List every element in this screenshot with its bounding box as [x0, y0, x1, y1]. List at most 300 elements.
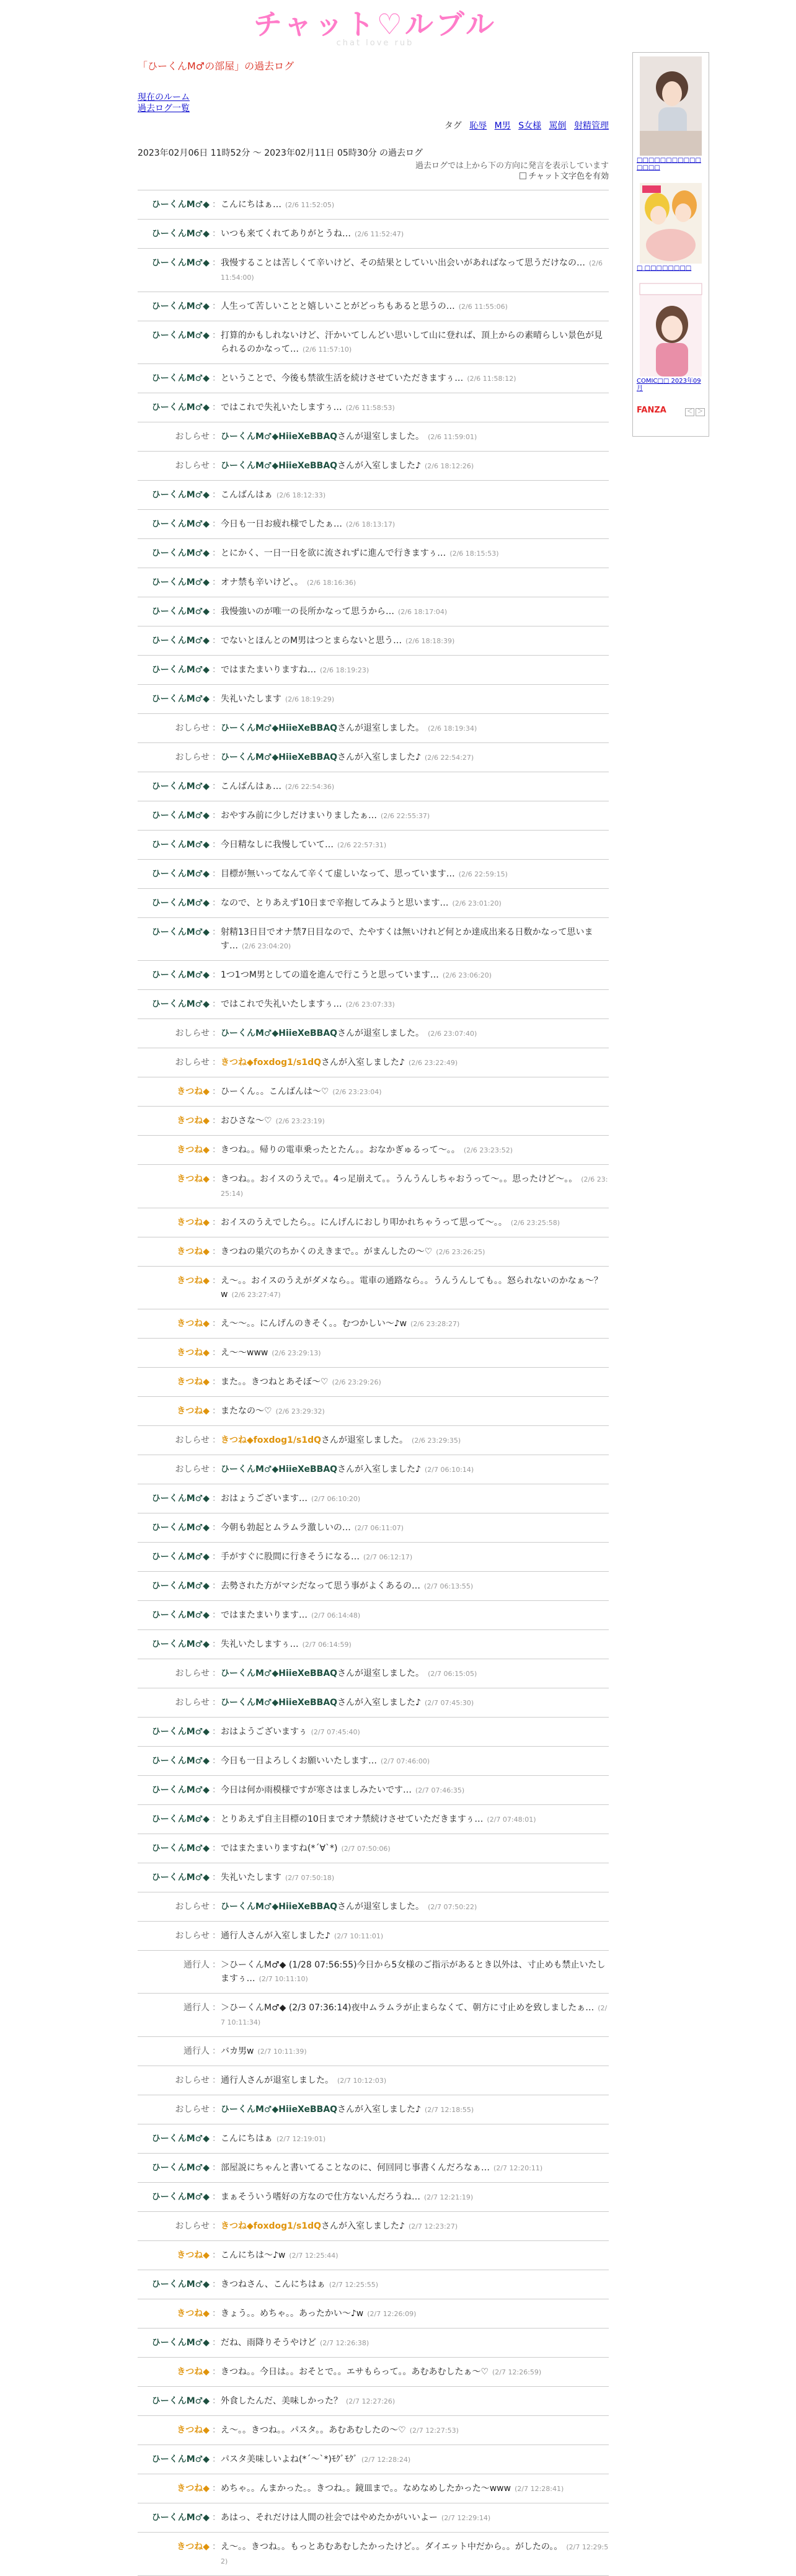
message-timestamp: (2/6 23:22:49) — [408, 1059, 458, 1067]
message-timestamp: (2/6 11:54:00) — [221, 259, 603, 282]
chat-message-row — [138, 831, 609, 860]
message-body: さんが入室しました♪ — [321, 2221, 405, 2231]
message-text — [221, 997, 609, 1012]
notice-user-name: ひーくんM♂◆HiieXeBBAQ — [221, 1698, 338, 1708]
chat-log — [138, 190, 609, 2576]
separator: ： — [212, 1960, 221, 1970]
notice-user-name: きつね◆foxdog1/s1dQ — [221, 1435, 322, 1445]
message-timestamp: (2/7 07:45:30) — [425, 1699, 474, 1707]
log-direction-note: 過去ログでは上から下の方向に発言を表示しています — [415, 161, 609, 171]
speaker-name: ひーくんM♂◆ — [151, 301, 210, 311]
chat-message-row — [138, 2387, 609, 2416]
separator: ： — [212, 1087, 221, 1097]
message-body: え〜。。おイスのうえがダメなら。。電車の通路なら。。うんうんしても。。怒られないのかなぁ〜？w — [221, 1276, 603, 1299]
notice-user-name: ひーくんM♂◆HiieXeBBAQ — [221, 723, 338, 733]
message-body: おイスのうえでしたら。。にんげんにおしり叩かれちゃうって思って〜。。 — [221, 1218, 507, 1228]
speaker-name: ひーくんM♂◆ — [151, 2280, 210, 2289]
message-timestamp: (2/7 10:11:10) — [259, 1975, 308, 1983]
message-timestamp: (2/7 12:29:52) — [221, 2543, 609, 2565]
message-text — [221, 968, 609, 983]
separator: ： — [212, 1028, 221, 1038]
message-text — [221, 867, 609, 881]
message-timestamp: (2/7 12:26:09) — [367, 2310, 417, 2318]
message-text — [221, 1463, 609, 1477]
separator: ： — [212, 840, 221, 850]
chat-message-row — [138, 1426, 609, 1455]
message-text — [221, 1433, 609, 1448]
message-body: え〜〜www — [221, 1348, 268, 1358]
message-timestamp: (2/6 23:04:20) — [242, 942, 291, 950]
message-text — [221, 2103, 609, 2117]
message-body: 今日も一日よろしくお願いいたします… — [221, 1756, 377, 1766]
message-text — [221, 2044, 609, 2059]
separator: ： — [212, 519, 221, 529]
speaker-name: ひーくんM♂◆ — [151, 331, 210, 341]
message-body: とりあえず自主目標の10日までオナ禁続けさせていただきますぅ… — [221, 1814, 484, 1824]
message-text — [221, 751, 609, 765]
message-text — [221, 1812, 609, 1827]
separator: ： — [212, 432, 221, 442]
chat-message-row — [138, 1718, 609, 1747]
message-timestamp: (2/7 07:50:06) — [341, 1845, 391, 1853]
message-body: おはょうございます… — [221, 1494, 307, 1504]
separator: ： — [212, 2484, 221, 2494]
separator: ： — [212, 1931, 221, 1941]
message-body: 今朝も勃起とムラムラ激しいの… — [221, 1523, 351, 1533]
separator: ： — [212, 1116, 221, 1126]
message-timestamp: (2/7 07:50:18) — [285, 1874, 335, 1882]
ad-title-2[interactable]: □ □□□□□□□□ — [637, 265, 692, 272]
message-body: さんが退室しました。 — [337, 1669, 425, 1678]
speaker-name: ひーくんM♂◆ — [151, 577, 210, 587]
message-timestamp: (2/7 12:21:19) — [424, 2193, 474, 2201]
separator: ： — [212, 1727, 221, 1737]
chat-message-row — [138, 2358, 609, 2387]
separator: ： — [212, 1494, 221, 1504]
speaker-name: ひーくんM♂◆ — [151, 373, 210, 383]
separator: ： — [212, 1464, 221, 1474]
message-text — [221, 1143, 609, 1157]
message-timestamp: (2/7 12:20:11) — [493, 2164, 543, 2172]
speaker-name: きつね◆ — [177, 1087, 210, 1097]
message-body: おやすみ前に少しだけまいりましたぁ… — [221, 811, 377, 821]
message-text — [221, 256, 609, 285]
message-body: 今日精なしに我慢していて… — [221, 840, 334, 850]
tag-link[interactable]: 恥辱 — [469, 121, 487, 131]
message-timestamp: (2/6 22:54:36) — [285, 783, 335, 791]
speaker-name: きつね◆ — [177, 2425, 210, 2435]
message-timestamp: (2/6 23:27:47) — [231, 1291, 281, 1299]
separator: ： — [212, 548, 221, 558]
chat-message-row — [138, 1951, 609, 1994]
speaker-name: きつね◆ — [177, 2367, 210, 2377]
chat-message-row — [138, 597, 609, 626]
chat-message-row — [138, 656, 609, 685]
message-text — [221, 1900, 609, 1914]
speaker-name: ひーくんM♂◆ — [151, 229, 210, 239]
chat-message-row — [138, 918, 609, 961]
separator: ： — [212, 811, 221, 821]
message-body: 去勢された方がマシだなって思う事がよくあるの… — [221, 1581, 420, 1591]
message-body: さんが入室しました♪ — [337, 1464, 421, 1474]
separator: ： — [212, 1756, 221, 1766]
message-body: こんばんはぁ… — [221, 782, 281, 791]
message-text — [221, 459, 609, 473]
notice-user-name: きつね◆foxdog1/s1dQ — [221, 1058, 322, 1067]
message-text — [221, 1696, 609, 1710]
message-body: きつね。。おイスのうえで。。4っ足崩えて。。うんうんしちゃおうって〜。。思ったけど〜。。 — [221, 1174, 578, 1184]
fanza-logo[interactable]: FANZA — [637, 405, 666, 415]
message-body: バカ男w — [221, 2046, 254, 2056]
message-body: ではまたまいりますね… — [221, 665, 316, 675]
message-body: さんが入室しました♪ — [337, 2105, 421, 2115]
message-timestamp: (2/6 11:58:53) — [345, 404, 395, 412]
message-body: ということで、今後も禁欲生活を続けさせていただきますぅ… — [221, 373, 464, 383]
chat-message-row — [138, 1077, 609, 1107]
notice-user-name: ひーくんM♂◆HiieXeBBAQ — [221, 1902, 338, 1912]
separator: ： — [212, 1639, 221, 1649]
message-body: さんが退室しました。 — [321, 1435, 409, 1445]
notice-user-name: ひーくんM♂◆HiieXeBBAQ — [221, 432, 338, 442]
message-body: だね、雨降りそうやけど — [221, 2338, 316, 2348]
ad-image-1[interactable] — [640, 56, 702, 156]
message-text — [221, 1754, 609, 1768]
chat-message-row — [138, 2154, 609, 2183]
separator: ： — [212, 1814, 221, 1824]
color-checkbox[interactable] — [520, 172, 526, 179]
chat-message-row — [138, 2474, 609, 2503]
ad-pager — [684, 404, 705, 416]
main-content — [138, 60, 609, 2576]
message-text — [221, 1172, 609, 1201]
message-body: いつも来てくれてありがとうね… — [221, 229, 351, 239]
logo-subtitle: chat love rub — [336, 38, 414, 48]
chat-message-row — [138, 2037, 609, 2066]
chat-message-row — [138, 1994, 609, 2037]
message-timestamp: (2/7 06:14:48) — [311, 1611, 361, 1620]
message-timestamp: (2/6 23:29:26) — [332, 1378, 381, 1386]
chat-message-row — [138, 1892, 609, 1922]
message-timestamp: (2/6 11:52:05) — [285, 201, 335, 209]
speaker-name: 通行人 — [184, 1960, 210, 1970]
ad-image-3[interactable] — [640, 283, 702, 377]
message-timestamp: (2/7 07:46:35) — [415, 1786, 465, 1794]
speaker-name: ひーくんM♂◆ — [151, 1494, 210, 1504]
message-timestamp: (2/6 23:23:19) — [275, 1117, 325, 1125]
message-text — [221, 780, 609, 794]
speaker-name: おしらせ — [175, 432, 210, 442]
ad-title-1[interactable]: □□□□□□□□□□□□□□□ — [637, 157, 701, 171]
separator: ： — [212, 1610, 221, 1620]
message-body: え〜。。きつね。。パスタ。。あむあむしたの〜♡ — [221, 2425, 406, 2435]
message-body: 射精13日目でオナ禁7日目なので、たやすくは無いけれど何とか達成出来る日数かなって思います… — [221, 927, 593, 951]
message-timestamp: (2/7 12:23:27) — [408, 2222, 458, 2231]
message-timestamp: (2/7 07:46:00) — [381, 1757, 430, 1765]
message-timestamp: (2/7 10:12:03) — [337, 2077, 387, 2085]
chat-message-row — [138, 1659, 609, 1688]
message-text — [221, 1375, 609, 1389]
chat-message-row — [138, 2270, 609, 2299]
message-text — [221, 605, 609, 619]
chat-message-row — [138, 481, 609, 510]
chat-message-row — [138, 1776, 609, 1805]
chat-message-row — [138, 2212, 609, 2241]
notice-user-name: ひーくんM♂◆HiieXeBBAQ — [221, 461, 338, 471]
message-timestamp: (2/7 06:14:59) — [302, 1641, 352, 1649]
message-text — [221, 1521, 609, 1535]
message-body: 我慢強いのが唯一の長所かなって思うから… — [221, 607, 394, 617]
chat-message-row — [138, 772, 609, 801]
speaker-name: おしらせ — [175, 1058, 210, 1067]
message-timestamp: (2/6 18:19:29) — [285, 695, 335, 703]
separator: ： — [212, 2003, 221, 2013]
message-text — [221, 663, 609, 677]
message-body: え〜。。きつね。。もっとあむあむしたかったけど。。ダイエット中だから。。がしたの。。 — [221, 2542, 563, 2552]
speaker-name: ひーくんM♂◆ — [151, 258, 210, 268]
message-timestamp: (2/6 23:23:04) — [332, 1088, 382, 1096]
speaker-name: おしらせ — [175, 1698, 210, 1708]
chat-message-row — [138, 2095, 609, 2124]
speaker-name: きつね◆ — [177, 1276, 210, 1286]
message-timestamp: (2/6 18:19:34) — [428, 724, 477, 733]
message-timestamp: (2/7 06:11:07) — [354, 1524, 404, 1532]
separator: ： — [212, 694, 221, 704]
separator: ： — [212, 999, 221, 1009]
chat-message-row — [138, 190, 609, 220]
message-body: でないとほんとのM男はつとまらないと思う… — [221, 636, 402, 646]
message-body: きょう。。めちゃ。。あったかい〜♪w — [221, 2309, 364, 2319]
separator: ： — [212, 200, 221, 210]
speaker-name: ひーくんM♂◆ — [151, 636, 210, 646]
message-text — [221, 634, 609, 648]
chat-message-row — [138, 2299, 609, 2329]
chat-message-row — [138, 889, 609, 918]
chat-message-row — [138, 1863, 609, 1892]
message-text — [221, 1114, 609, 1128]
message-body: え〜〜。。にんげんのきそく。。むつかしい〜♪w — [221, 1319, 407, 1329]
speaker-name: きつね◆ — [177, 1348, 210, 1358]
speaker-name: ひーくんM♂◆ — [151, 1785, 210, 1795]
message-text — [221, 2132, 609, 2146]
separator: ： — [212, 1406, 221, 1416]
chat-message-row — [138, 714, 609, 743]
separator: ： — [212, 1552, 221, 1562]
speaker-name: おしらせ — [175, 461, 210, 471]
speaker-name: ひーくんM♂◆ — [151, 2396, 210, 2406]
chat-message-row — [138, 220, 609, 249]
speaker-name: おしらせ — [175, 1464, 210, 1474]
message-timestamp: (2/7 07:50:22) — [428, 1903, 477, 1911]
separator: ： — [212, 2338, 221, 2348]
site-logo[interactable] — [251, 7, 499, 48]
message-text — [221, 2511, 609, 2525]
message-body: あはっ、それだけは人間の社会ではやめたかがいいよー — [221, 2513, 438, 2523]
message-body: なので、とりあえず10日まで辛抱してみようと思います… — [221, 898, 449, 908]
separator: ： — [212, 461, 221, 471]
tag-link[interactable]: M男 — [494, 121, 511, 131]
chat-message-row — [138, 1455, 609, 1484]
speaker-name: ひーくんM♂◆ — [151, 1814, 210, 1824]
message-timestamp: (2/6 18:18:39) — [405, 637, 455, 645]
chat-message-row — [138, 1019, 609, 1048]
next-arrow-icon[interactable]: ＞ — [696, 408, 705, 416]
chat-message-row — [138, 2066, 609, 2095]
message-body: さんが退室しました。 — [337, 1902, 425, 1912]
message-timestamp: (2/6 23:07:33) — [345, 1001, 395, 1009]
speaker-name: ひーくんM♂◆ — [151, 2192, 210, 2202]
message-body: こんにちは〜♪w — [221, 2250, 286, 2260]
chat-message-row — [138, 393, 609, 422]
chat-message-row — [138, 743, 609, 772]
speaker-name: きつね◆ — [177, 2309, 210, 2319]
chat-message-row — [138, 961, 609, 990]
separator: ： — [212, 1319, 221, 1329]
message-body: おはようございますぅ — [221, 1727, 307, 1737]
message-text — [221, 2161, 609, 2175]
page-title: 「ひーくんM♂の部屋」の過去ログ — [138, 60, 294, 72]
speaker-name: きつね◆ — [177, 1116, 210, 1126]
message-text — [221, 1404, 609, 1419]
separator: ： — [212, 2309, 221, 2319]
ad-image-2[interactable] — [640, 183, 702, 264]
message-body: さんが退室しました。 — [337, 723, 425, 733]
speaker-name: ひーくんM♂◆ — [151, 2338, 210, 2348]
message-timestamp: (2/7 12:27:26) — [346, 2397, 396, 2405]
speaker-name: ひーくんM♂◆ — [151, 898, 210, 908]
message-timestamp: (2/6 18:16:36) — [307, 579, 356, 587]
message-body: とにかく、一日一日を欲に流されずに進んで行きますぅ… — [221, 548, 446, 558]
message-body: きつねさん、こんにちはぁ — [221, 2280, 325, 2289]
message-text — [221, 1783, 609, 1798]
chat-message-row — [138, 422, 609, 452]
separator: ： — [212, 869, 221, 879]
separator: ： — [212, 2075, 221, 2085]
prev-arrow-icon[interactable]: ＜ — [685, 408, 694, 416]
message-text — [221, 2219, 609, 2234]
message-body: きつね。。今日は。。おそとで。。エサもらって。。あむあむしたぁ〜♡ — [221, 2367, 489, 2377]
message-timestamp: (2/6 23:29:35) — [412, 1437, 461, 1445]
speaker-name: きつね◆ — [177, 1247, 210, 1257]
message-text — [221, 401, 609, 415]
separator: ： — [212, 373, 221, 383]
message-text — [221, 198, 609, 212]
nav-links — [138, 92, 609, 114]
chat-message-row — [138, 2183, 609, 2212]
chat-message-row — [138, 801, 609, 831]
separator: ： — [212, 1902, 221, 1912]
speaker-name: ひーくんM♂◆ — [151, 2134, 210, 2144]
speaker-name: ひーくんM♂◆ — [151, 2513, 210, 2523]
separator: ： — [212, 1669, 221, 1678]
chat-message-row — [138, 1107, 609, 1136]
message-text — [221, 2453, 609, 2467]
separator: ： — [212, 2396, 221, 2406]
message-body: 我慢することは苦しくて辛いけど、その結果としていい出会いがあればなって思うだけなの… — [221, 258, 585, 268]
message-timestamp: (2/7 10:11:01) — [334, 1932, 384, 1940]
notice-user-name: ひーくんM♂◆HiieXeBBAQ — [221, 2105, 338, 2115]
chat-message-row — [138, 2329, 609, 2358]
message-text — [221, 517, 609, 532]
separator: ： — [212, 229, 221, 239]
separator: ： — [212, 403, 221, 412]
message-body: また。。きつねとあそぼ〜♡ — [221, 1377, 329, 1387]
separator: ： — [212, 2280, 221, 2289]
message-text — [221, 2423, 609, 2438]
chat-message-row — [138, 1805, 609, 1834]
message-text — [221, 2190, 609, 2204]
message-timestamp: (2/7 12:27:53) — [409, 2427, 459, 2435]
chat-message-row — [138, 2124, 609, 2154]
chat-message-row — [138, 2533, 609, 2576]
message-text — [221, 2365, 609, 2379]
speaker-name: ひーくんM♂◆ — [151, 665, 210, 675]
tag-link[interactable]: 罵倒 — [549, 121, 567, 131]
message-text — [221, 227, 609, 241]
separator: ： — [212, 1377, 221, 1387]
speaker-name: ひーくんM♂◆ — [151, 999, 210, 1009]
separator: ： — [212, 2454, 221, 2464]
log-list-link[interactable]: 過去ログ一覧 — [138, 104, 190, 114]
speaker-name: ひーくんM♂◆ — [151, 1727, 210, 1737]
message-text — [221, 896, 609, 911]
message-text — [221, 2074, 609, 2088]
message-body: 今日は何か雨模様ですが寒さはましみたいです… — [221, 1785, 412, 1795]
speaker-name: きつね◆ — [177, 2542, 210, 2552]
speaker-name: 通行人 — [184, 2046, 210, 2056]
message-timestamp: (2/7 12:26:38) — [320, 2339, 369, 2347]
message-timestamp: (2/6 18:13:17) — [346, 520, 396, 528]
current-room-link[interactable]: 現在のルーム — [138, 92, 190, 102]
separator: ： — [212, 723, 221, 733]
message-timestamp: (2/7 12:18:55) — [425, 2106, 474, 2114]
message-body: きつね。。帰りの電車乗ったとたん。。おなかぎゅるって〜。。 — [221, 1145, 460, 1155]
chat-message-row — [138, 1397, 609, 1426]
chat-message-row — [138, 2241, 609, 2270]
message-text — [221, 1492, 609, 1506]
tag-link[interactable]: 射精管理 — [574, 121, 609, 131]
message-timestamp: (2/7 12:25:55) — [329, 2281, 379, 2289]
message-body: 今日も一日お疲れ様でしたぁ… — [221, 519, 342, 529]
separator: ： — [212, 2513, 221, 2523]
message-timestamp: (2/6 22:54:27) — [425, 754, 474, 762]
message-body: 失礼いたしますぅ… — [221, 1639, 299, 1649]
separator: ： — [212, 2367, 221, 2377]
chat-message-row — [138, 1165, 609, 1208]
message-timestamp: (2/7 07:45:40) — [311, 1728, 360, 1736]
message-timestamp: (2/7 12:26:59) — [492, 2368, 542, 2376]
speaker-name: おしらせ — [175, 1028, 210, 1038]
speaker-name: ひーくんM♂◆ — [151, 811, 210, 821]
message-text — [221, 372, 609, 386]
speaker-name: ひーくんM♂◆ — [151, 200, 210, 210]
message-text — [221, 692, 609, 706]
speaker-name: おしらせ — [175, 1931, 210, 1941]
color-option[interactable] — [138, 171, 609, 182]
speaker-name: きつね◆ — [177, 2250, 210, 2260]
log-date-range: 2023年02月06日 11時52分 〜 2023年02月11日 05時30分 の過去ログ — [138, 148, 423, 158]
ad-title-3[interactable]: COMIC□□ 2023年09月 — [637, 378, 701, 392]
separator: ： — [212, 301, 221, 311]
separator: ： — [212, 1058, 221, 1067]
speaker-name: きつね◆ — [177, 1319, 210, 1329]
speaker-name: ひーくんM♂◆ — [151, 1873, 210, 1883]
tag-link[interactable]: S女様 — [518, 121, 542, 131]
separator: ： — [212, 1174, 221, 1184]
speaker-name: ひーくんM♂◆ — [151, 782, 210, 791]
message-timestamp: (2/7 06:10:14) — [425, 1466, 474, 1474]
message-body: きつねの巣穴のちかくのえきまで。。がまんしたの〜♡ — [221, 1247, 433, 1257]
separator: ： — [212, 577, 221, 587]
